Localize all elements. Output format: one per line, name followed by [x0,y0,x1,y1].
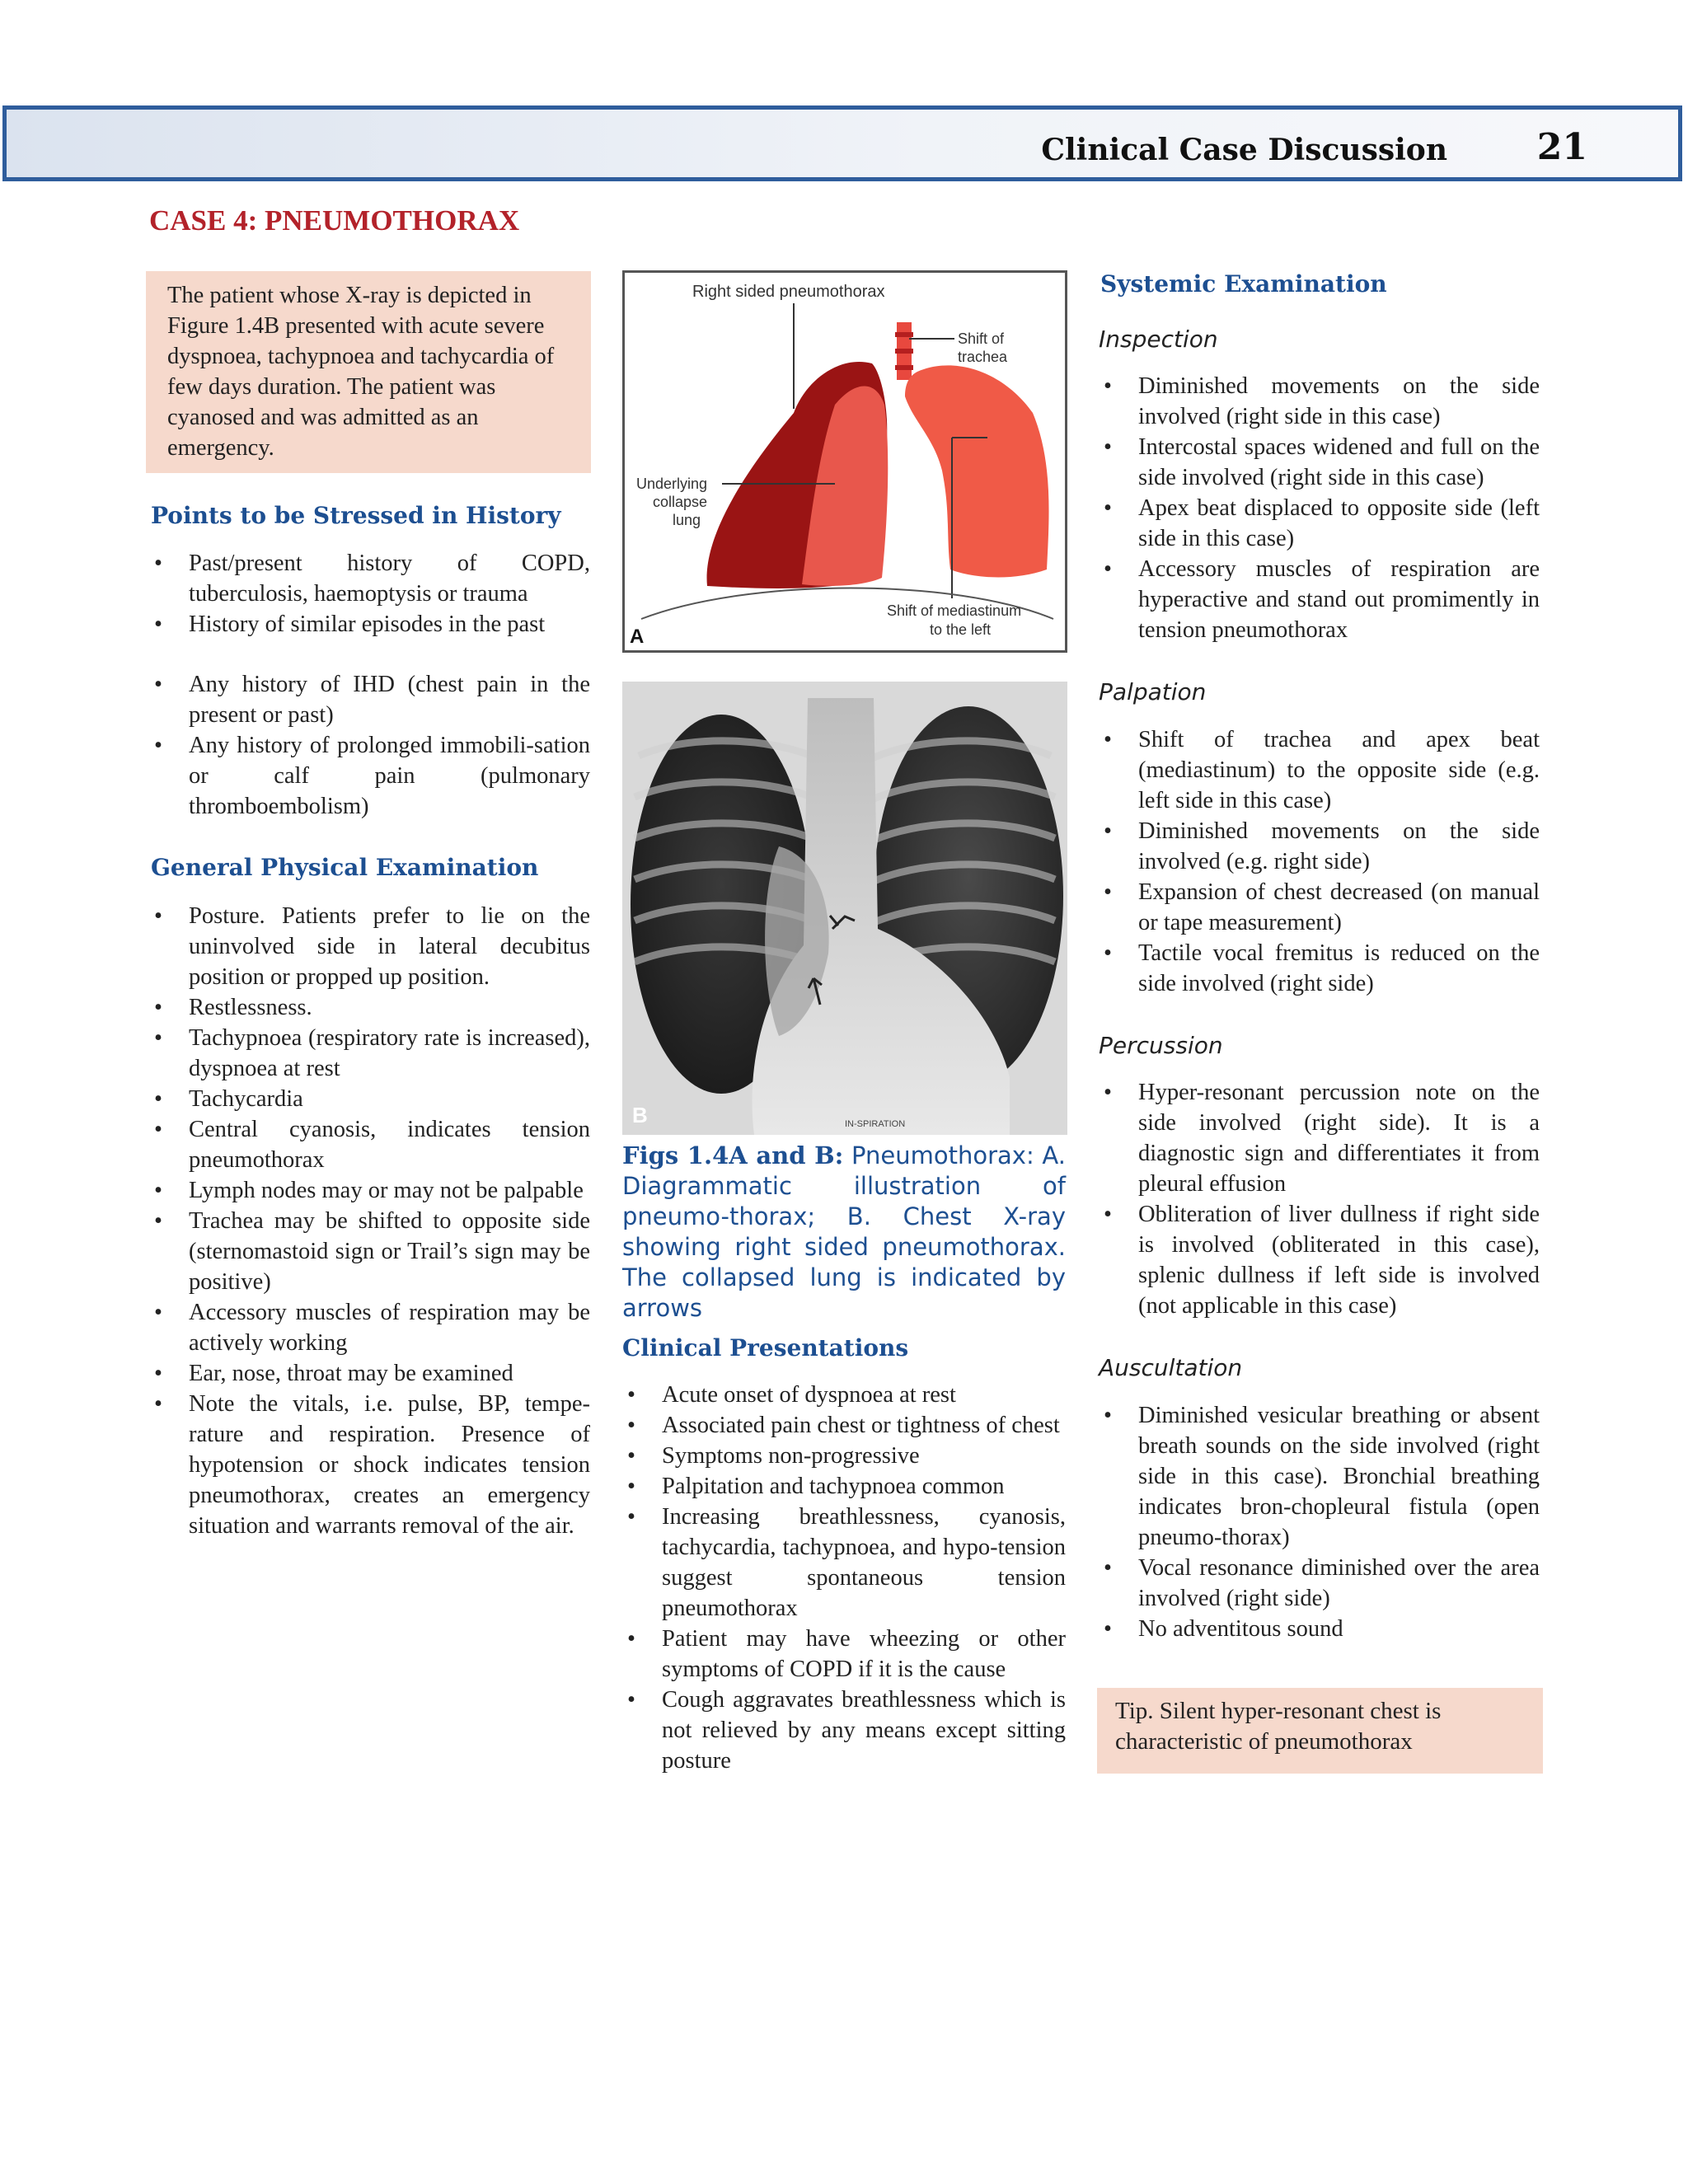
list-item: • Tachypnoea (respiratory rate is increased), dyspnoea at rest [149,1023,590,1084]
case-title: CASE 4: PNEUMOTHORAX [149,204,520,237]
running-title: Clinical Case Discussion [1041,133,1447,167]
label-shift-trachea-2: trachea [958,349,1008,365]
history-list-b [149,669,590,822]
tip-box: Tip. Silent hyper-resonant chest is characteristic of pneumothorax [1097,1688,1543,1774]
list-item: • Increasing breathlessness, cyanosis, tachycardia, tachypnoea, and hypo-tension suggest spontaneous tension pneumothorax [622,1502,1066,1624]
palpation-label: Palpation [1099,678,1207,705]
list-item: • Accessory muscles of respiration are hyperactive and stand out promimently in tension pneumothorax [1099,554,1540,645]
list-item: • Obliteration of liver dullness if right side is involved (obliterated in this case), splenic dullness if left side is involved (not applicable in this case) [1099,1199,1540,1321]
auscultation-label: Auscultation [1099,1354,1243,1381]
label-underlying-2: collapse [653,494,708,510]
list-item: • Diminished movements on the side involved (e.g. right side) [1099,816,1540,877]
label-mediastinum-1: Shift of mediastinum [887,602,1022,619]
panel-a-label: A [630,626,645,648]
label-underlying-1: Underlying [636,476,708,492]
systemic-heading: Systemic Examination [1100,270,1387,298]
list-item: • Diminished vesicular breathing or absent breath sounds on the side involved (right side in this case). Bronchial breathing indicates bron-chopleural fistula (open pneumo-thorax) [1099,1400,1540,1553]
list-item: • Ear, nose, throat may be examined [149,1358,590,1389]
list-item: • Note the vitals, i.e. pulse, BP, tempe-rature and respiration. Presence of hypotension or shock indicates tension pneumothorax, creates an emergency situation and warrants removal of the air. [149,1389,590,1541]
list-item: • Cough aggravates breathlessness which is not relieved by any means except sitting posture [622,1685,1066,1776]
list-item: • Central cyanosis, indicates tension pneumothorax [149,1114,590,1175]
list-item: • History of similar episodes in the past [149,609,590,640]
list-item: • No adventitous sound [1099,1614,1540,1644]
list-item: • Hyper-resonant percussion note on the side involved (right side). It is a diagnostic sign and differentiates it from pleural effusion [1099,1077,1540,1199]
list-item: • Accessory muscles of respiration may be actively working [149,1297,590,1358]
list-item: • Tactile vocal fremitus is reduced on the side involved (right side) [1099,938,1540,999]
list-item: • Expansion of chest decreased (on manual or tape measurement) [1099,877,1540,938]
inspection-list [1099,371,1540,645]
clinical-heading: Clinical Presentations [622,1334,909,1361]
left-lung [905,365,1049,577]
history-list-a [149,548,590,640]
list-item: • Lymph nodes may or may not be palpable [149,1175,590,1206]
page-header [2,105,1682,181]
caption-label: Figs 1.4A and B: [622,1141,844,1169]
figure-b-xray [622,682,1067,1135]
list-item: • Vocal resonance diminished over the area involved (right side) [1099,1553,1540,1614]
list-item: • Symptoms non-progressive [622,1441,1066,1471]
list-item: • Past/present history of COPD, tuberculosis, haemoptysis or trauma [149,548,590,609]
caption-text: Pneumothorax: A. Diagrammatic illustration of pneumo-thorax; B. Chest X-ray showing right sided pneumothorax. The collapsed lung is indicated by arrows [622,1141,1066,1322]
list-item: • Posture. Patients prefer to lie on the uninvolved side in lateral decubitus position or propped up position. [149,901,590,992]
list-item: • Tachycardia [149,1084,590,1114]
label-mediastinum-2: to the left [930,621,992,638]
xray-marker: IN-SPIRATION [845,1119,906,1129]
list-item: • Any history of IHD (chest pain in the present or past) [149,669,590,730]
clinical-list [622,1380,1066,1776]
list-item: • Apex beat displaced to opposite side (left side in this case) [1099,493,1540,554]
inspection-label: Inspection [1099,326,1218,353]
list-item: • Trachea may be shifted to opposite side (sternomastoid sign or Trail’s sign may be positive) [149,1206,590,1297]
percussion-list [1099,1077,1540,1321]
lung-diagram [625,273,1065,650]
list-item: • Shift of trachea and apex beat (mediastinum) to the opposite side (e.g. left side in this case) [1099,724,1540,816]
diagram-title: Right sided pneumothorax [692,283,885,301]
auscultation-list [1099,1400,1540,1644]
chest-xray [622,682,1067,1135]
label-shift-trachea-1: Shift of [958,330,1005,347]
intro-box: The patient whose X-ray is depicted in Figure 1.4B presented with acute severe dyspnoea, tachypnoea and tachycardia of few days duration. The patient was cyanosed and was admitted as an emergency. [146,271,591,473]
palpation-list [1099,724,1540,999]
list-item: • Palpitation and tachypnoea common [622,1471,1066,1502]
general-exam-heading: General Physical Examination [151,854,539,881]
list-item: • Associated pain chest or tightness of chest [622,1410,1066,1441]
list-item: • Any history of prolonged immobili-sation or calf pain (pulmonary thromboembolism) [149,730,590,822]
list-item: • Patient may have wheezing or other symptoms of COPD if it is the cause [622,1624,1066,1685]
percussion-label: Percussion [1099,1032,1223,1059]
history-heading: Points to be Stressed in History [151,502,561,529]
figure-caption [622,1141,1066,1324]
list-item: • Restlessness. [149,992,590,1023]
list-item: • Acute onset of dyspnoea at rest [622,1380,1066,1410]
general-exam-list [149,901,590,1541]
list-item: • Intercostal spaces widened and full on the side involved (right side in this case) [1099,432,1540,493]
label-underlying-3: lung [673,512,701,528]
panel-b-label: B [632,1103,648,1127]
figure-a-diagram [622,270,1067,653]
page-number: 21 [1536,126,1587,168]
list-item: • Diminished movements on the side involved (right side in this case) [1099,371,1540,432]
